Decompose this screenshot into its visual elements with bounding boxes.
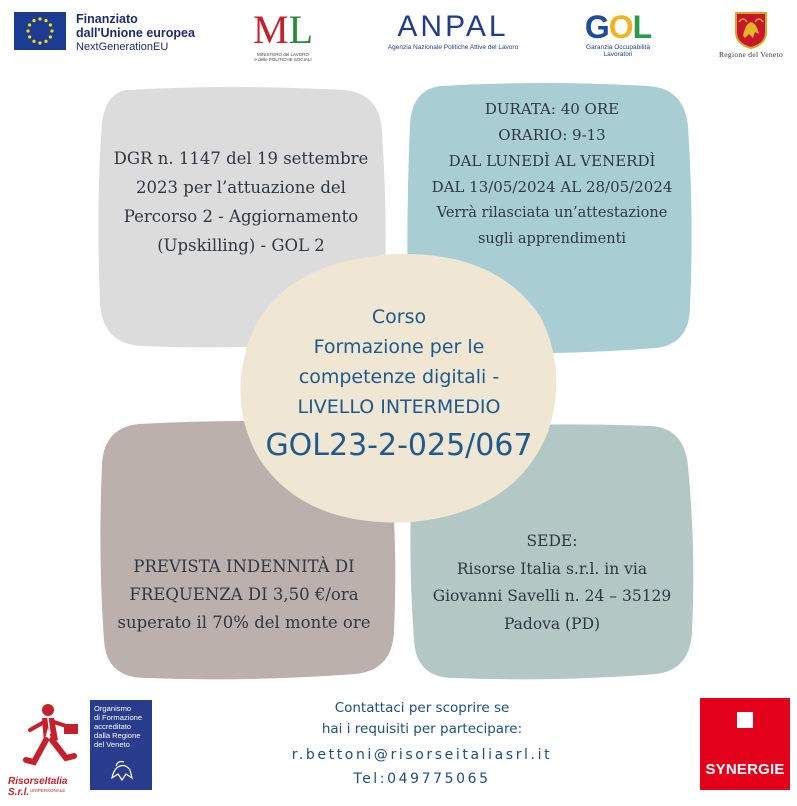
eu-funding-label bbox=[76, 12, 195, 54]
risorse-italia-tiny: UNIPERSONALE bbox=[30, 788, 66, 793]
course-line-3: competenze digitali - bbox=[298, 366, 500, 388]
dgr-line-3: Percorso 2 - Aggiornamento bbox=[123, 207, 359, 226]
org-line-4: dalla Regione bbox=[94, 731, 141, 740]
dgr-text bbox=[108, 144, 374, 260]
sede-text bbox=[420, 528, 684, 638]
durata-line-1: DURATA: 40 ORE bbox=[484, 100, 620, 118]
indennita-line-2: FREQUENZA DI 3,50 €/ora bbox=[129, 585, 359, 604]
running-man-icon bbox=[8, 700, 86, 776]
synergie-logo bbox=[700, 698, 790, 790]
durata-line-5: Verrà rilasciata un’attestazione bbox=[436, 205, 668, 221]
course-code: GOL23-2-025/067 bbox=[265, 428, 533, 463]
ml-caption-1: MINISTERO del LAVORO bbox=[257, 52, 309, 57]
durata-text bbox=[420, 96, 684, 252]
contact-phone[interactable]: Tel:049775065 bbox=[353, 771, 491, 787]
sede-line-2: Risorse Italia s.r.l. in via bbox=[456, 559, 648, 578]
winged-lion-icon bbox=[108, 758, 136, 782]
ministero-lavoro-logo bbox=[244, 8, 322, 66]
gol-o: O bbox=[608, 9, 633, 45]
durata-line-3: DAL LUNEDÌ AL VENERDÌ bbox=[448, 152, 656, 170]
eu-line-2: dall'Unione europea bbox=[76, 26, 195, 40]
indennita-line-1: PREVISTA INDENNITÀ DI bbox=[133, 557, 355, 576]
accreditation-badge bbox=[90, 700, 152, 790]
veneto-caption: Regione del Veneto bbox=[719, 50, 783, 59]
contact-line-2: hai i requisiti per partecipare: bbox=[321, 721, 523, 737]
course-line-2: Formazione per le bbox=[313, 336, 485, 358]
contact-line-1: Contattaci per scoprire se bbox=[334, 700, 510, 716]
anpal-word: ANPAL bbox=[397, 10, 509, 43]
indennita-line-3: superato il 70% del monte ore bbox=[117, 613, 371, 632]
course-title bbox=[246, 302, 552, 468]
regione-veneto-logo bbox=[714, 10, 788, 68]
sede-line-3: Giovanni Savelli n. 24 – 35129 bbox=[432, 587, 672, 605]
indennita-text bbox=[106, 553, 382, 637]
durata-line-4: DAL 13/05/2024 AL 28/05/2024 bbox=[431, 178, 673, 196]
contact-email-link[interactable]: r.bettoni@risorseitaliasrl.it bbox=[291, 747, 553, 763]
course-line-4: LIVELLO INTERMEDIO bbox=[297, 396, 501, 418]
ml-caption-2: e delle POLITICHE SOCIALI bbox=[254, 57, 312, 62]
ml-l: L bbox=[288, 7, 313, 52]
sede-line-4: Padova (PD) bbox=[503, 614, 601, 633]
lion-crest-icon bbox=[733, 10, 769, 50]
anpal-caption: Agenzia Nazionale Politiche Attive del Lavoro bbox=[387, 44, 519, 51]
contact-block bbox=[236, 698, 608, 790]
gol-g: G bbox=[584, 9, 609, 45]
dgr-line-2: 2023 per l’attuazione del bbox=[136, 178, 346, 197]
eu-line-1: Finanziato bbox=[76, 12, 138, 26]
sede-line-1: SEDE: bbox=[526, 532, 578, 550]
course-line-1: Corso bbox=[371, 306, 427, 328]
org-line-5: del Veneto bbox=[94, 740, 130, 749]
synergie-word: SYNERGIE bbox=[705, 761, 785, 778]
ml-m: M bbox=[252, 7, 289, 52]
org-line-1: Organismo bbox=[94, 704, 132, 713]
gol-caption: Garanzia Occupabilità Lavoratori bbox=[586, 44, 650, 58]
synergie-square-icon bbox=[737, 712, 753, 728]
dgr-line-1: DGR n. 1147 del 19 settembre bbox=[113, 149, 369, 168]
risorse-italia-name: RisorseItalia S.r.l. bbox=[8, 776, 68, 798]
dgr-line-4: (Upskilling) - GOL 2 bbox=[157, 236, 325, 255]
org-line-2: di Formazione bbox=[94, 713, 143, 722]
org-line-3: accreditato bbox=[94, 722, 132, 731]
durata-line-2: ORARIO: 9-13 bbox=[498, 126, 606, 144]
eu-flag-icon bbox=[14, 12, 66, 50]
risorse-italia-logo bbox=[8, 700, 86, 798]
gol-logo bbox=[572, 10, 664, 56]
anpal-logo bbox=[378, 10, 528, 56]
gol-l: L bbox=[632, 9, 652, 45]
eu-line-3: NextGenerationEU bbox=[76, 41, 169, 53]
durata-line-6: sugli apprendimenti bbox=[477, 231, 627, 247]
